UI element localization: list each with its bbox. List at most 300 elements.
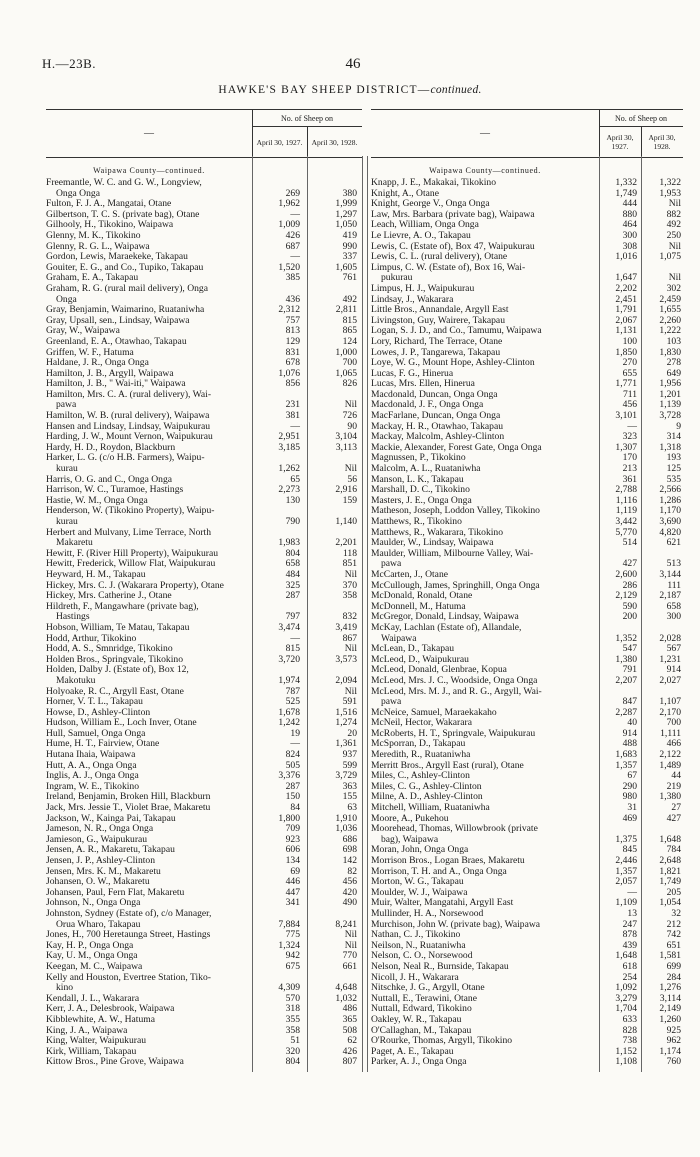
owner-name: Maulder, William, Milbourne Valley, Wai- [371, 547, 534, 559]
owner-name: Little Bros., Annandale, Argyll East [371, 304, 509, 316]
table-row [46, 231, 362, 242]
table-row [46, 453, 362, 474]
owner-name: Morrison, T. H. and A., Onga Onga [371, 865, 507, 877]
owner-name: Holyoake, R. C., Argyll East, Otane [46, 685, 184, 697]
sheep-count-1928: 56 [347, 473, 357, 485]
sheep-count-1927: 880 [622, 208, 637, 220]
sheep-count-1928: 118 [342, 547, 357, 559]
owner-name: Livingston, Guy, Wairere, Takapau [371, 314, 505, 326]
sheep-count-1927: 320 [285, 1045, 300, 1057]
owner-list [371, 178, 683, 1068]
table-row [46, 337, 362, 348]
owner-name: MacFarlane, Duncan, Onga Onga [371, 410, 501, 422]
owner-name: Nathan, C. J., Tikokino [371, 929, 461, 941]
sheep-count-1928: 700 [342, 357, 357, 369]
sheep-count-1928: 314 [666, 431, 681, 443]
owner-name: Gilbertson, T. C. S. (private bag), Otane [46, 208, 200, 220]
sheep-count-1927: 1,683 [615, 749, 637, 761]
sheep-count-1928: 1,286 [659, 494, 681, 506]
owner-name-continuation: kino [56, 982, 74, 994]
owner-name: Hull, Samuel, Onga Onga [46, 727, 146, 739]
owner-name: Kelly and Houston, Evertree Station, Tiko- [46, 971, 211, 983]
table-row [371, 337, 683, 348]
sheep-count-1928: Nil [668, 272, 681, 284]
owner-name: Nelson, Neal R., Burnside, Takapau [371, 960, 509, 972]
owner-name: Morrison Bros., Logan Braes, Makaretu [371, 855, 525, 866]
sheep-count-1928: 1,318 [659, 441, 681, 453]
owner-name: Malcolm, A. L., Ruataniwha [371, 463, 481, 475]
title-main: HAWKE'S BAY SHEEP DISTRICT— [218, 84, 431, 96]
owner-name-continuation: Makaretu [56, 537, 93, 549]
owner-name: Murchison, John W. (private bag), Waipawa [371, 918, 541, 930]
table-row [46, 284, 362, 305]
sheep-count-1928: 32 [671, 907, 681, 919]
sheep-count-1927: 2,067 [615, 314, 637, 326]
sheep-count-1928: 3,144 [659, 568, 681, 580]
sheep-count-1927: 300 [622, 229, 637, 241]
sheep-count-1927: 200 [622, 611, 637, 623]
sheep-count-1927: 923 [285, 833, 300, 845]
sheep-count-1928: 1,274 [335, 717, 357, 729]
owner-name: Oakley, W. R., Takapau [371, 1013, 462, 1025]
sheep-count-1928: 1,276 [659, 982, 681, 994]
sheep-count-1927: 269 [285, 187, 300, 199]
owner-name: Inglis, A. J., Onga Onga [46, 770, 139, 782]
table-row [371, 824, 683, 845]
owner-name: Moulder, W. J., Waipawa [371, 886, 468, 898]
sheep-count-1928: 760 [666, 1056, 681, 1068]
owner-name: Moran, John, Onga Onga [371, 844, 469, 856]
owner-name: Hildreth, F., Mangawhare (private bag), [46, 600, 199, 612]
year-1928-header: April 30, 1928. [311, 137, 358, 147]
owner-name-continuation: Makotuku [56, 674, 96, 686]
owner-name: Gray, Benjamin, Waimarino, Ruataniwha [46, 304, 205, 316]
sheep-count-1928: 990 [342, 240, 357, 252]
owner-name: Gouiter, E. G., and Co., Tupiko, Takapau [46, 261, 204, 273]
sheep-count-1928: 832 [342, 611, 357, 623]
owner-name: Kay, U. M., Onga Onga [46, 950, 138, 962]
sheep-count-1927: 1,850 [615, 346, 637, 358]
sheep-count-1928: 591 [342, 696, 357, 708]
owner-name: Mullinder, H. A., Norsewood [371, 907, 484, 919]
sheep-count-1928: 807 [342, 1056, 357, 1068]
table-row [46, 623, 362, 634]
sheep-count-1927: 134 [285, 855, 300, 866]
column-rule [362, 156, 363, 1072]
sheep-count-1927: 1,357 [615, 759, 637, 771]
sheep-count-1927: 831 [285, 346, 300, 358]
sheep-count-1927: 3,185 [278, 441, 300, 453]
owner-name: Le Lievre, A. O., Takapau [371, 229, 471, 241]
owner-name: Gray, Upsall, sen., Lindsay, Waipawa [46, 314, 190, 326]
owner-name-continuation: bag), Waipawa [381, 833, 439, 845]
owner-name: Horner, V. T. L., Takapau [46, 696, 143, 708]
table-row [46, 528, 362, 549]
left-column [46, 109, 362, 1068]
sheep-count-1928: 2,201 [335, 537, 357, 549]
owner-name: Mackay, Malcolm, Ashley-Clinton [371, 431, 505, 443]
owner-name: Holden, Dalby J. (Estate of), Box 12, [46, 664, 189, 676]
sheep-count-1928: 1,830 [659, 346, 681, 358]
sheep-count-1928: 914 [666, 664, 681, 676]
sheep-count-1928: 2,566 [659, 484, 681, 496]
owner-name: Maulder, W., Lindsay, Waipawa [371, 537, 494, 549]
sheep-count-1927: 687 [285, 240, 300, 252]
owner-name: Kay, H. P., Onga Onga [46, 939, 134, 951]
sheep-count-1928: 2,122 [659, 749, 681, 761]
sheep-count-1927: 67 [627, 770, 637, 782]
sheep-count-1927: 129 [285, 335, 300, 347]
table-row [46, 602, 362, 623]
sheep-count-1928: 370 [342, 579, 357, 591]
year-1927-header: April 30, 1927. [599, 127, 642, 157]
owner-name: Hutt, A. A., Onga Onga [46, 759, 137, 771]
owner-name: Magnussen, P., Tikokino [371, 452, 466, 464]
owner-name: Leach, William, Onga Onga [371, 219, 479, 231]
sheep-count-1928: 1,065 [335, 367, 357, 379]
owner-name: McCarten, J., Otane [371, 568, 448, 580]
owner-name: Hansen and Lindsay, Lindsay, Waipukurau [46, 420, 211, 432]
sheep-count-1928: 621 [666, 537, 681, 549]
sheep-count-1927: 290 [622, 780, 637, 792]
owner-name: Hardy, H. D., Roydon, Blackburn [46, 441, 176, 453]
table-row [46, 856, 362, 867]
sheep-count-1928: 490 [342, 897, 357, 909]
owner-name: Meredith, R., Ruataniwha [371, 749, 471, 761]
owner-name: Masters, J. E., Onga Onga [371, 494, 472, 506]
sheep-count-1928: 492 [342, 293, 357, 305]
sheep-count-1928: 2,027 [659, 674, 681, 686]
sheep-count-1928: 1,956 [659, 378, 681, 390]
sheep-count-1927: 1,648 [615, 950, 637, 962]
sheep-count-1927: 358 [285, 1024, 300, 1036]
sheep-count-1927: 484 [285, 568, 300, 580]
sheep-count-1927: 856 [285, 378, 300, 390]
sheep-count-1927: 31 [627, 802, 637, 814]
sheep-count-1927: 444 [622, 198, 637, 210]
owner-name-continuation: kurau [56, 516, 78, 527]
sheep-count-1927: 427 [622, 558, 637, 570]
sheep-count-1927: 1,983 [278, 537, 300, 549]
owner-name: Herbert and Mulvany, Lime Terrace, North [46, 526, 212, 538]
sheep-count-1927: 325 [285, 579, 300, 591]
sheep-count-1928: 4,820 [659, 526, 681, 538]
owner-name: Haldane, J. R., Onga Onga [46, 357, 149, 369]
sheep-count-1928: 3,419 [335, 621, 357, 633]
sheep-count-1927: 2,287 [615, 706, 637, 718]
owner-name: Limpus, H. J., Waipukurau [371, 282, 475, 294]
sheep-count-1927: 361 [622, 473, 637, 485]
sheep-count-1927: 286 [622, 579, 637, 591]
sheep-count-1927: 381 [285, 410, 300, 422]
sheep-count-1927: 525 [285, 696, 300, 708]
sheep-count-1927: 2,446 [615, 855, 637, 866]
sheep-count-1927: 570 [285, 992, 300, 1004]
sheep-count-1927: 709 [285, 823, 300, 835]
sheep-count-1927: 757 [285, 314, 300, 326]
owner-name: Harker, L. G. (c/o H.B. Farmers), Waipu- [46, 452, 205, 464]
sheep-count-1927: 514 [622, 537, 637, 549]
sheep-count-1927: — [627, 420, 637, 432]
sheep-count-1928: 1,140 [335, 516, 357, 527]
sheep-count-1928: 698 [342, 844, 357, 856]
owner-name: Morton, W. G., Takapau [371, 876, 464, 888]
sheep-count-1928: 742 [666, 929, 681, 941]
sheep-count-1927: 1,262 [278, 463, 300, 475]
sheep-count-1928: 1,322 [659, 177, 681, 188]
owner-name: Lewis, C. (Estate of), Box 47, Waipukurau [371, 240, 535, 252]
sheep-count-1928: Nil [344, 568, 357, 580]
sheep-count-1928: 1,054 [659, 897, 681, 909]
sheep-count-1928: 111 [667, 579, 681, 591]
sheep-count-1927: 2,451 [615, 293, 637, 305]
sheep-count-1927: 797 [285, 611, 300, 623]
sheep-count-1927: 828 [622, 1024, 637, 1036]
table-row [371, 284, 683, 295]
owner-name: Moore, A., Pukehou [371, 812, 449, 824]
owner-name: Parker, A. J., Onga Onga [371, 1056, 467, 1068]
sheep-count-1927: 150 [285, 791, 300, 803]
sheep-count-1927: 3,101 [615, 410, 637, 422]
sheep-count-1927: 447 [285, 886, 300, 898]
sheep-count-1928: 1,749 [659, 876, 681, 888]
sheep-count-1928: 2,187 [659, 590, 681, 602]
owner-column-header: — [371, 110, 600, 157]
sheep-count-1928: 466 [666, 738, 681, 750]
sheep-count-1927: 791 [622, 664, 637, 676]
sheep-count-1928: 882 [666, 208, 681, 220]
sheep-count-1928: 278 [666, 357, 681, 369]
sheep-count-1927: 385 [285, 272, 300, 284]
sheep-count-1927: 547 [622, 643, 637, 655]
owner-name: Muir, Walter, Mangatahi, Argyll East [371, 897, 514, 909]
page-header [42, 56, 664, 78]
county-heading: Waipawa County—continued. [93, 166, 205, 175]
sheep-count-1928: 1,174 [659, 1045, 681, 1057]
table-row [46, 570, 362, 581]
owner-name: Nuttall, E., Terawini, Otane [371, 992, 477, 1004]
owner-name: Paget, A. E., Takapau [371, 1045, 454, 1057]
owner-name: Greenland, E. A., Otawhao, Takapau [46, 335, 187, 347]
sheep-count-1927: 3,474 [278, 621, 300, 633]
sheep-count-1928: 1,000 [335, 346, 357, 358]
sheep-count-1928: 925 [666, 1024, 681, 1036]
sheep-count-1927: 446 [285, 876, 300, 888]
owner-name: Henderson, W. (Tikokino Property), Waipu- [46, 505, 215, 517]
sheep-count-1928: 1,605 [335, 261, 357, 273]
owner-name: Marshall, D. C., Tikokino [371, 484, 470, 496]
table-row [371, 517, 683, 528]
page-number: 46 [345, 56, 361, 72]
sheep-count-1927: 1,242 [278, 717, 300, 729]
sheep-count-1927: 675 [285, 960, 300, 972]
sheep-count-1927: 790 [285, 516, 300, 527]
table-row [46, 506, 362, 527]
owner-name: McDonnell, M., Hatuma [371, 600, 466, 612]
sheep-count-1928: 63 [347, 802, 357, 814]
owner-name: Kendall, J. L., Wakarara [46, 992, 140, 1004]
county-heading: Waipawa County—continued. [429, 166, 541, 175]
owner-name: Kerr, J. A., Delesbrook, Waipawa [46, 1003, 175, 1015]
sheep-count-1927: 1,131 [615, 325, 637, 337]
sheep-count-1927: 1,647 [615, 272, 637, 284]
sheep-count-1928: 1,075 [659, 251, 681, 263]
table-row [371, 263, 683, 284]
sheep-count-1928: 567 [666, 643, 681, 655]
sheep-count-1927: 1,332 [615, 177, 637, 188]
owner-name: Hickey, Mrs. C. J. (Wakarara Property), Otane [46, 579, 224, 591]
owner-name: Knight, A., Otane [371, 187, 439, 199]
sheep-count-1927: 1,009 [278, 219, 300, 231]
owner-name: McSporran, D., Takapau [371, 738, 466, 750]
owner-name: McLean, D., Takapau [371, 643, 455, 655]
sheep-count-1927: — [627, 886, 637, 898]
sheep-count-1927: 100 [622, 335, 637, 347]
owner-name: Milne, A. D., Ashley-Clinton [371, 791, 483, 803]
owner-name: Macdonald, Duncan, Onga Onga [371, 388, 498, 400]
sheep-count-1927: 456 [622, 399, 637, 411]
table-row [371, 909, 683, 920]
sheep-count-1928: 700 [666, 717, 681, 729]
owner-name: Hutana Ihaia, Waipawa [46, 749, 136, 761]
sheep-count-1928: Nil [344, 463, 357, 475]
owner-name: Matheson, Joseph, Loddon Valley, Tikokino [371, 505, 540, 517]
owner-name: Graham, E. A., Takapau [46, 272, 139, 284]
table-row [371, 570, 683, 581]
owner-name: Macdonald, J. F., Onga Onga [371, 399, 484, 411]
owner-name: Mackie, Alexander, Forest Gate, Onga Onga [371, 441, 542, 453]
owner-name: Griffen, W. F., Hatuma [46, 346, 134, 358]
sheep-count-1928: 3,114 [659, 992, 681, 1004]
sheep-count-1927: 426 [285, 229, 300, 241]
owner-name: McLeod, Mrs. M. J., and R. G., Argyll, Wai- [371, 685, 542, 697]
sheep-count-1928: 651 [666, 939, 681, 951]
sheep-count-1927: 2,312 [278, 304, 300, 316]
sheep-count-1928: 770 [342, 950, 357, 962]
sheep-count-1928: 2,094 [335, 674, 357, 686]
sheep-count-1928: 1,516 [335, 706, 357, 718]
owner-name: Fulton, F. J. A., Mangatai, Otane [46, 198, 172, 210]
sheep-count-1927: 3,442 [615, 516, 637, 527]
right-column [371, 109, 683, 1068]
sheep-count-1928: 937 [342, 749, 357, 761]
sheep-count-1928: 250 [666, 229, 681, 241]
sheep-count-1927: 5,770 [615, 526, 637, 538]
owner-name-continuation: Orua Wharo, Takapau [56, 918, 141, 930]
owner-name: Logan, S. J. D., and Co., Tamumu, Waipawa [371, 325, 542, 337]
owner-name: McNeil, Hector, Wakarara [371, 717, 472, 729]
sheep-count-1928: 125 [666, 463, 681, 475]
sheep-count-1927: 711 [622, 388, 637, 400]
sheep-count-1927: 1,092 [615, 982, 637, 994]
sheep-count-1928: 815 [342, 314, 357, 326]
owner-name: Kittow Bros., Pine Grove, Waipawa [46, 1056, 184, 1068]
owner-name: Knapp, J. E., Makakai, Tikokino [371, 177, 496, 188]
sheep-count-header: No. of Sheep on [252, 110, 362, 127]
owner-name: Hume, H. T., Fairview, Otane [46, 738, 160, 750]
sheep-count-1927: 254 [622, 971, 637, 983]
sheep-count-1928: 300 [666, 611, 681, 623]
table-row [46, 973, 362, 994]
owner-name: Jameson, N. R., Onga Onga [46, 823, 154, 835]
owner-name: Law, Mrs. Barbara (private bag), Waipawa [371, 208, 535, 220]
owner-name-continuation: kurau [56, 463, 78, 475]
sheep-count-1927: 1,749 [615, 187, 637, 199]
owner-name-continuation: Onga [56, 293, 77, 305]
sheep-count-1927: 3,376 [278, 770, 300, 782]
sheep-count-1928: 1,050 [335, 219, 357, 231]
owner-name: Matthews, R., Wakarara, Tikokino [371, 526, 504, 538]
owner-name: McCullough, James, Springhill, Onga Onga [371, 579, 540, 591]
sheep-count-1928: 358 [342, 590, 357, 602]
sheep-count-1927: 231 [285, 399, 300, 411]
owner-name: Johansen, O. W., Makaretu [46, 876, 150, 888]
sheep-count-1927: 1,357 [615, 865, 637, 877]
owner-name: Lewis, C. L. (rural delivery), Otane [371, 251, 508, 263]
sheep-count-1928: 492 [666, 219, 681, 231]
sheep-count-1928: 420 [342, 886, 357, 898]
owner-name: Hamilton, W. B. (rural delivery), Waipawa [46, 410, 210, 422]
owner-name: Jack, Mrs. Jessie T., Violet Brae, Makaretu [46, 802, 211, 814]
sheep-count-1927: 2,057 [615, 876, 637, 888]
title-continued: continued. [430, 84, 482, 96]
sheep-count-1927: 1,962 [278, 198, 300, 210]
sheep-count-1928: 27 [671, 802, 681, 814]
owner-name: Miles, C., Ashley-Clinton [371, 770, 470, 782]
owner-name: McKay, Lachlan (Estate of), Allandale, [371, 621, 522, 633]
owner-name: Heyward, H. M., Takapau [46, 568, 146, 580]
owner-name: Gordon, Lewis, Maraekeke, Takapau [46, 251, 188, 263]
sheep-count-header: No. of Sheep on [599, 110, 683, 127]
sheep-count-1928: 3,729 [335, 770, 357, 782]
sheep-count-1927: 606 [285, 844, 300, 856]
sheep-count-1928: Nil [344, 685, 357, 697]
year-1927-header: April 30, 1927. [252, 127, 308, 157]
sheep-count-1928: Nil [668, 198, 681, 210]
owner-name-continuation: pawa [56, 399, 77, 411]
sheep-count-1928: 649 [666, 367, 681, 379]
sheep-count-1927: 1,152 [615, 1045, 637, 1057]
sheep-count-1927: 1,108 [615, 1056, 637, 1068]
sheep-count-1927: 1,678 [278, 706, 300, 718]
sheep-count-1927: 1,791 [615, 304, 637, 316]
table-row [371, 962, 683, 973]
owner-name: Jensen, J. P., Ashley-Clinton [46, 855, 156, 866]
owner-name: Miles, C. G., Ashley-Clinton [371, 780, 482, 792]
sheep-count-1928: 1,953 [659, 187, 681, 199]
sheep-count-1928: 44 [671, 770, 681, 782]
owner-name: Harrison, W. C., Turamoe, Hastings [46, 484, 184, 496]
sheep-count-1928: 427 [666, 812, 681, 824]
sheep-count-1927: 678 [285, 357, 300, 369]
sheep-count-1927: 1,324 [278, 939, 300, 951]
owner-name: Nuttall, Edward, Tikokino [371, 1003, 472, 1015]
sheep-count-1928: 337 [342, 251, 357, 263]
owner-name: Hamilton, Mrs. C. A. (rural delivery), Wai- [46, 388, 212, 400]
sheep-count-1928: 142 [342, 855, 357, 866]
sheep-count-1928: 9 [676, 420, 681, 432]
sheep-count-1927: 170 [622, 452, 637, 464]
owner-name: McGregor, Donald, Lindsay, Waipawa [371, 611, 519, 623]
owner-name-continuation: Onga Onga [56, 187, 100, 199]
sheep-count-1927: 1,109 [615, 897, 637, 909]
sheep-count-1927: 847 [622, 696, 637, 708]
sheep-count-1927: 804 [285, 547, 300, 559]
sheep-count-1927: 308 [622, 240, 637, 252]
table-row [371, 549, 683, 570]
owner-name: Nicoll, J. H., Wakarara [371, 971, 459, 983]
column-header [46, 109, 362, 158]
